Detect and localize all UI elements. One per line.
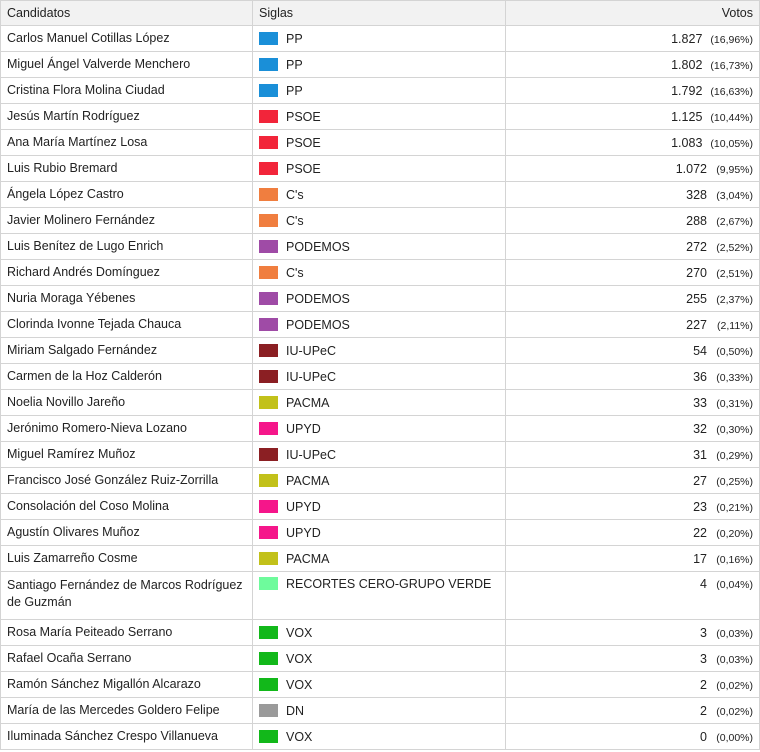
party-name: PACMA <box>286 551 330 566</box>
vote-count: 1.072 <box>675 161 707 176</box>
candidate-name: Rafael Ocaña Serrano <box>1 646 253 672</box>
table-row <box>1 286 760 312</box>
party-color-swatch <box>259 422 278 435</box>
party-name: UPYD <box>286 421 321 436</box>
vote-count: 1.792 <box>671 83 703 98</box>
party-name: IU-UPeC <box>286 343 337 358</box>
votes-cell <box>506 78 760 104</box>
table-row <box>1 156 760 182</box>
vote-count: 36 <box>693 369 707 384</box>
header-votes: Votos <box>506 1 760 26</box>
vote-count: 1.125 <box>671 109 703 124</box>
votes-cell <box>506 338 760 364</box>
party-cell <box>253 416 506 442</box>
party-name: PP <box>286 83 303 98</box>
party-name: PODEMOS <box>286 317 350 332</box>
vote-count: 288 <box>686 213 707 228</box>
party-cell <box>253 672 506 698</box>
candidate-name: Carlos Manuel Cotillas López <box>1 26 253 52</box>
party-cell <box>253 52 506 78</box>
vote-percentage: (9,95%) <box>716 163 753 176</box>
votes-cell <box>506 156 760 182</box>
table-row <box>1 646 760 672</box>
party-color-swatch <box>259 188 278 201</box>
header-party: Siglas <box>253 1 506 26</box>
vote-count: 1.827 <box>671 31 703 46</box>
table-row <box>1 78 760 104</box>
vote-percentage: (2,67%) <box>716 215 753 228</box>
party-name: UPYD <box>286 525 321 540</box>
votes-cell <box>506 182 760 208</box>
vote-count: 270 <box>686 265 707 280</box>
party-name: PP <box>286 57 303 72</box>
candidate-name: Jesús Martín Rodríguez <box>1 104 253 130</box>
party-cell <box>253 724 506 750</box>
party-name: C's <box>286 187 304 202</box>
party-color-swatch <box>259 344 278 357</box>
vote-count: 1.802 <box>671 57 703 72</box>
votes-cell <box>506 104 760 130</box>
candidate-name: Luis Rubio Bremard <box>1 156 253 182</box>
vote-percentage: (0,29%) <box>716 449 753 462</box>
party-color-swatch <box>259 730 278 743</box>
party-cell <box>253 520 506 546</box>
candidate-name: Miguel Ángel Valverde Menchero <box>1 52 253 78</box>
party-cell <box>253 26 506 52</box>
candidate-name: Miriam Salgado Fernández <box>1 338 253 364</box>
vote-percentage: (0,03%) <box>716 653 753 666</box>
table-row <box>1 312 760 338</box>
party-cell <box>253 156 506 182</box>
votes-cell <box>506 52 760 78</box>
candidate-name: Javier Molinero Fernández <box>1 208 253 234</box>
party-color-swatch <box>259 58 278 71</box>
votes-cell <box>506 364 760 390</box>
vote-count: 328 <box>686 187 707 202</box>
party-name: UPYD <box>286 499 321 514</box>
table-row <box>1 698 760 724</box>
party-color-swatch <box>259 214 278 227</box>
party-cell <box>253 234 506 260</box>
table-row <box>1 546 760 572</box>
vote-percentage: (0,20%) <box>716 527 753 540</box>
votes-cell <box>506 234 760 260</box>
party-color-swatch <box>259 84 278 97</box>
party-cell <box>253 546 506 572</box>
table-row <box>1 468 760 494</box>
table-row <box>1 260 760 286</box>
candidate-name: Cristina Flora Molina Ciudad <box>1 78 253 104</box>
party-color-swatch <box>259 552 278 565</box>
vote-percentage: (10,05%) <box>710 137 753 150</box>
votes-cell <box>506 724 760 750</box>
party-name: PP <box>286 31 303 46</box>
candidate-name: Noelia Novillo Jareño <box>1 390 253 416</box>
candidate-name: Ana María Martínez Losa <box>1 130 253 156</box>
vote-percentage: (0,25%) <box>716 475 753 488</box>
party-name: C's <box>286 213 304 228</box>
table-row <box>1 208 760 234</box>
vote-percentage: (0,16%) <box>716 553 753 566</box>
party-color-swatch <box>259 626 278 639</box>
party-color-swatch <box>259 136 278 149</box>
vote-percentage: (0,03%) <box>716 627 753 640</box>
table-row <box>1 338 760 364</box>
candidate-name: Rosa María Peiteado Serrano <box>1 620 253 646</box>
party-cell <box>253 468 506 494</box>
party-name: IU-UPeC <box>286 369 337 384</box>
votes-cell <box>506 286 760 312</box>
candidate-name: Ramón Sánchez Migallón Alcarazo <box>1 672 253 698</box>
vote-percentage: (0,02%) <box>716 705 753 718</box>
party-name: VOX <box>286 651 313 666</box>
candidate-name: Richard Andrés Domínguez <box>1 260 253 286</box>
header-candidates: Candidatos <box>1 1 253 26</box>
table-row <box>1 520 760 546</box>
table-row <box>1 416 760 442</box>
party-color-swatch <box>259 370 278 383</box>
table-row <box>1 620 760 646</box>
vote-percentage: (2,37%) <box>716 293 753 306</box>
party-cell <box>253 104 506 130</box>
party-cell <box>253 390 506 416</box>
party-color-swatch <box>259 396 278 409</box>
candidate-name: Jerónimo Romero-Nieva Lozano <box>1 416 253 442</box>
vote-count: 4 <box>700 577 707 591</box>
votes-cell <box>506 646 760 672</box>
table-row <box>1 724 760 750</box>
vote-count: 1.083 <box>671 135 703 150</box>
candidate-name: Miguel Ramírez Muñoz <box>1 442 253 468</box>
vote-percentage: (2,52%) <box>716 241 753 254</box>
candidate-name: María de las Mercedes Goldero Felipe <box>1 698 253 724</box>
table-row <box>1 182 760 208</box>
party-cell <box>253 182 506 208</box>
candidate-name: Carmen de la Hoz Calderón <box>1 364 253 390</box>
candidate-name: Clorinda Ivonne Tejada Chauca <box>1 312 253 338</box>
party-cell <box>253 208 506 234</box>
vote-percentage: (2,11%) <box>717 319 753 332</box>
vote-percentage: (0,33%) <box>716 371 753 384</box>
vote-count: 22 <box>693 525 707 540</box>
candidate-name: Agustín Olivares Muñoz <box>1 520 253 546</box>
vote-count: 227 <box>686 317 707 332</box>
party-name: VOX <box>286 677 313 692</box>
votes-cell <box>506 520 760 546</box>
candidate-name: Iluminada Sánchez Crespo Villanueva <box>1 724 253 750</box>
votes-cell <box>506 698 760 724</box>
table-row <box>1 672 760 698</box>
party-name: PSOE <box>286 109 321 124</box>
party-cell <box>253 646 506 672</box>
party-color-swatch <box>259 292 278 305</box>
party-color-swatch <box>259 318 278 331</box>
vote-count: 2 <box>700 703 707 718</box>
table-row <box>1 494 760 520</box>
candidate-name: Santiago Fernández de Marcos Rodríguez de Guzmán <box>1 572 253 620</box>
table-row <box>1 52 760 78</box>
table-header-row <box>1 1 760 26</box>
table-row <box>1 572 760 620</box>
party-cell <box>253 494 506 520</box>
candidate-name: Consolación del Coso Molina <box>1 494 253 520</box>
party-cell <box>253 364 506 390</box>
party-cell <box>253 698 506 724</box>
vote-count: 33 <box>693 395 707 410</box>
vote-percentage: (3,04%) <box>716 189 753 202</box>
party-cell <box>253 130 506 156</box>
votes-cell <box>506 620 760 646</box>
votes-cell <box>506 312 760 338</box>
votes-cell <box>506 442 760 468</box>
vote-count: 272 <box>686 239 707 254</box>
votes-cell <box>506 572 760 620</box>
vote-count: 3 <box>700 625 707 640</box>
vote-count: 54 <box>693 343 707 358</box>
vote-percentage: (10,44%) <box>710 111 753 124</box>
vote-count: 31 <box>693 447 707 462</box>
party-name: PSOE <box>286 135 321 150</box>
party-color-swatch <box>259 162 278 175</box>
party-name: PODEMOS <box>286 291 350 306</box>
votes-cell <box>506 390 760 416</box>
vote-percentage: (16,63%) <box>710 85 753 98</box>
party-color-swatch <box>259 500 278 513</box>
party-name: PSOE <box>286 161 321 176</box>
votes-cell <box>506 26 760 52</box>
vote-count: 2 <box>700 677 707 692</box>
party-color-swatch <box>259 704 278 717</box>
votes-cell <box>506 494 760 520</box>
vote-count: 0 <box>700 729 707 744</box>
party-color-swatch <box>259 526 278 539</box>
candidate-name: Luis Zamarreño Cosme <box>1 546 253 572</box>
vote-percentage: (0,31%) <box>716 397 753 410</box>
vote-percentage: (16,96%) <box>710 33 753 46</box>
votes-cell <box>506 208 760 234</box>
vote-percentage: (0,04%) <box>716 579 753 591</box>
party-cell <box>253 260 506 286</box>
party-name: C's <box>286 265 304 280</box>
party-name: VOX <box>286 625 313 640</box>
votes-cell <box>506 468 760 494</box>
party-color-swatch <box>259 448 278 461</box>
party-cell <box>253 442 506 468</box>
party-cell <box>253 78 506 104</box>
party-cell <box>253 286 506 312</box>
vote-count: 255 <box>686 291 707 306</box>
candidate-name: Francisco José González Ruiz-Zorrilla <box>1 468 253 494</box>
party-color-swatch <box>259 240 278 253</box>
party-color-swatch <box>259 266 278 279</box>
party-color-swatch <box>259 678 278 691</box>
party-color-swatch <box>259 652 278 665</box>
vote-count: 32 <box>693 421 707 436</box>
votes-cell <box>506 260 760 286</box>
table-row <box>1 26 760 52</box>
party-name: PACMA <box>286 395 330 410</box>
table-row <box>1 442 760 468</box>
vote-percentage: (16,73%) <box>710 59 753 72</box>
table-row <box>1 364 760 390</box>
votes-cell <box>506 672 760 698</box>
vote-count: 17 <box>693 551 707 566</box>
results-body <box>1 26 760 750</box>
vote-percentage: (0,00%) <box>716 731 753 744</box>
party-name: DN <box>286 703 305 718</box>
votes-cell <box>506 416 760 442</box>
party-cell <box>253 312 506 338</box>
table-row <box>1 390 760 416</box>
vote-percentage: (2,51%) <box>716 267 753 280</box>
candidate-name: Luis Benítez de Lugo Enrich <box>1 234 253 260</box>
candidate-name: Nuria Moraga Yébenes <box>1 286 253 312</box>
vote-percentage: (0,50%) <box>716 345 753 358</box>
party-name: PACMA <box>286 473 330 488</box>
party-color-swatch <box>259 474 278 487</box>
party-name: IU-UPeC <box>286 447 337 462</box>
party-color-swatch <box>259 577 278 590</box>
table-row <box>1 234 760 260</box>
party-color-swatch <box>259 32 278 45</box>
vote-percentage: (0,02%) <box>716 679 753 692</box>
party-cell <box>253 338 506 364</box>
table-row <box>1 104 760 130</box>
votes-cell <box>506 546 760 572</box>
party-name: VOX <box>286 729 313 744</box>
party-name: PODEMOS <box>286 239 350 254</box>
party-cell <box>253 620 506 646</box>
party-color-swatch <box>259 110 278 123</box>
vote-percentage: (0,30%) <box>716 423 753 436</box>
party-cell <box>253 572 506 620</box>
vote-percentage: (0,21%) <box>716 501 753 514</box>
table-row <box>1 130 760 156</box>
votes-cell <box>506 130 760 156</box>
vote-count: 27 <box>693 473 707 488</box>
party-name: RECORTES CERO-GRUPO VERDE <box>286 577 492 591</box>
candidate-name: Ángela López Castro <box>1 182 253 208</box>
vote-count: 23 <box>693 499 707 514</box>
vote-count: 3 <box>700 651 707 666</box>
